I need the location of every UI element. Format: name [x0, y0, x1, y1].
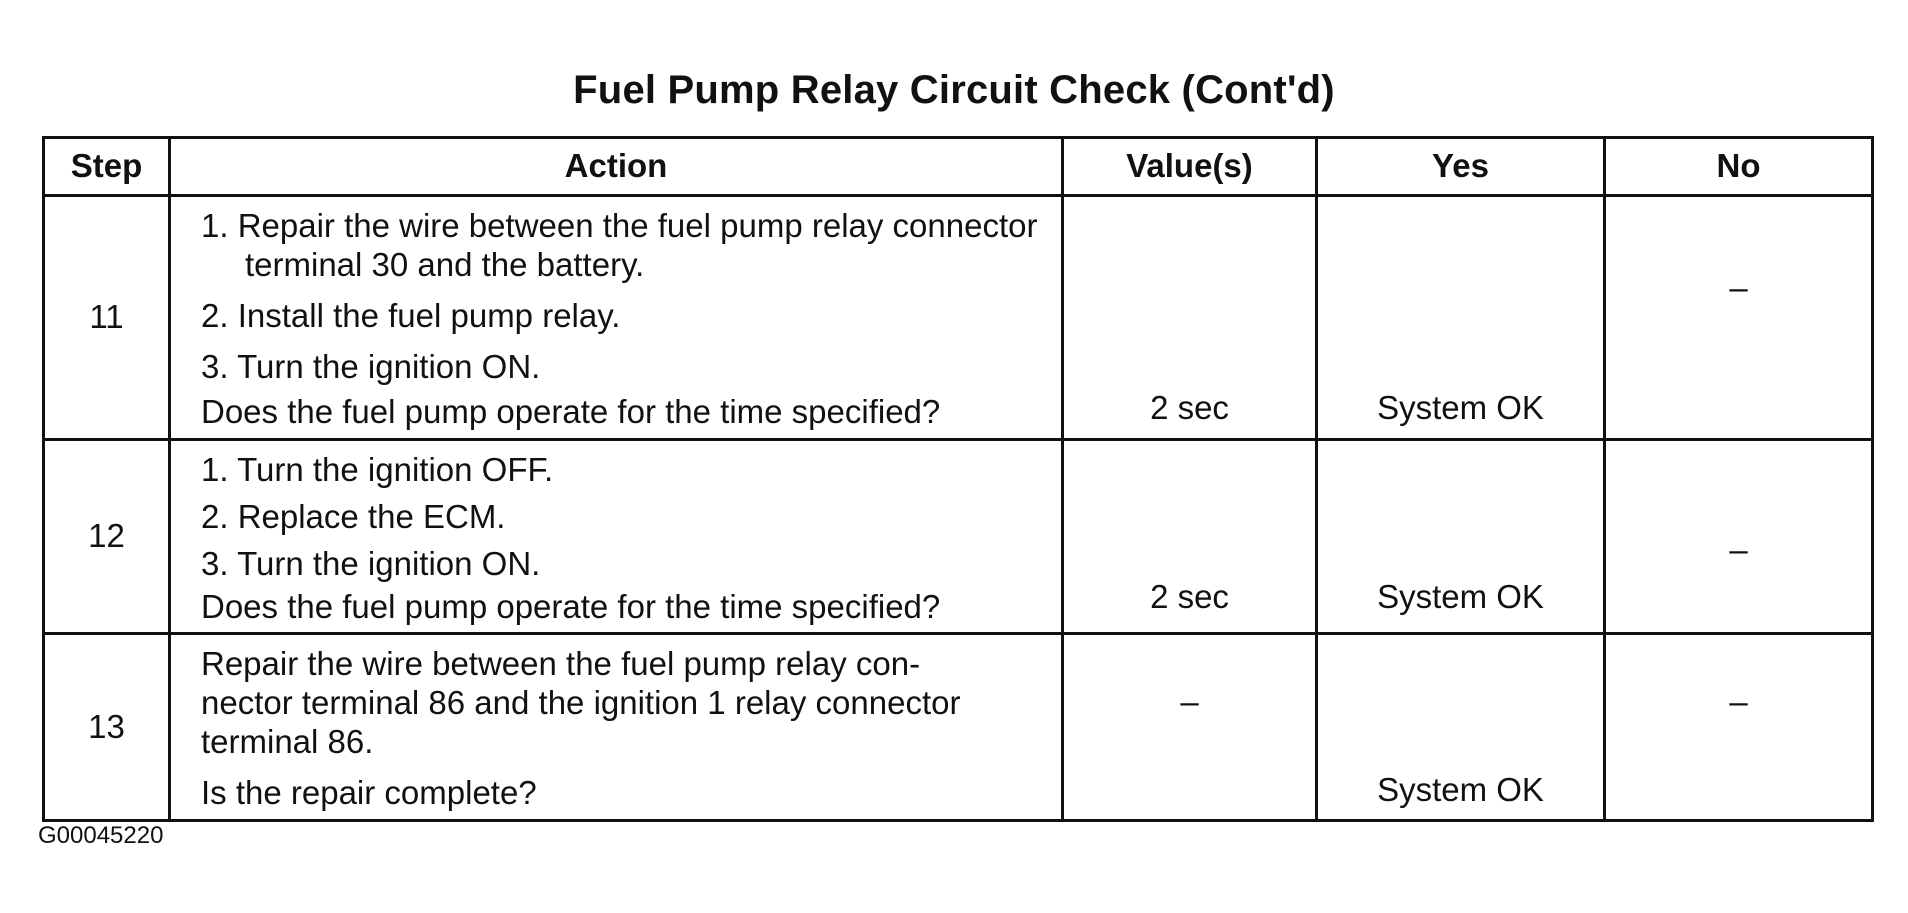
step-number: 11: [44, 196, 170, 440]
header-row: [44, 138, 1873, 196]
action-item: 2. Install the fuel pump relay.: [201, 296, 621, 334]
step-number: 13: [44, 634, 170, 821]
yes-text: System OK: [1377, 577, 1544, 615]
table-row-step-13: [44, 634, 1873, 821]
header-action: Action: [170, 138, 1063, 196]
action-item: 3. Turn the ignition ON.: [201, 347, 541, 385]
yes-cell: [1317, 439, 1605, 634]
value-text: 2 sec: [1150, 388, 1229, 426]
action-text-line: Repair the wire between the fuel pump relay con-: [201, 645, 921, 683]
action-text-line: terminal 86.: [201, 723, 374, 761]
no-text: –: [1729, 683, 1748, 721]
page-title: Fuel Pump Relay Circuit Check (Cont'd): [573, 68, 1335, 112]
action-item: 1. Repair the wire between the fuel pump relay connector terminal 30 and the battery.: [201, 207, 1038, 283]
no-cell: [1605, 439, 1873, 634]
header-no: No: [1605, 138, 1873, 196]
header-step: Step: [44, 138, 170, 196]
action-question: Does the fuel pump operate for the time specified?: [201, 587, 941, 625]
value-cell: [1063, 634, 1317, 821]
action-cell: [170, 634, 1063, 821]
action-text-line: nector terminal 86 and the ignition 1 relay connector: [201, 684, 961, 722]
diagnostic-table: [42, 136, 1874, 822]
step-number: 12: [44, 439, 170, 634]
value-cell: [1063, 439, 1317, 634]
no-text: –: [1729, 269, 1748, 306]
value-text: 2 sec: [1150, 577, 1229, 615]
action-item: 1. Turn the ignition OFF.: [201, 450, 554, 488]
no-text: –: [1729, 530, 1748, 568]
header-values: Value(s): [1063, 138, 1317, 196]
value-cell: [1063, 196, 1317, 440]
value-text: –: [1180, 683, 1199, 721]
yes-text: System OK: [1377, 770, 1544, 808]
yes-cell: [1317, 634, 1605, 821]
action-item: 3. Turn the ignition ON.: [201, 544, 541, 582]
no-cell: [1605, 196, 1873, 440]
action-cell: [170, 196, 1063, 440]
action-text: [201, 645, 1047, 762]
action-question: Does the fuel pump operate for the time specified?: [201, 392, 941, 430]
yes-cell: [1317, 196, 1605, 440]
action-cell: [170, 439, 1063, 634]
action-question: Is the repair complete?: [201, 774, 537, 812]
figure-id: G00045220: [38, 822, 164, 849]
table-row-step-12: [44, 439, 1873, 634]
action-item: 2. Replace the ECM.: [201, 497, 506, 535]
no-cell: [1605, 634, 1873, 821]
table-row-step-11: [44, 196, 1873, 440]
header-yes: Yes: [1317, 138, 1605, 196]
yes-text: System OK: [1377, 388, 1544, 426]
